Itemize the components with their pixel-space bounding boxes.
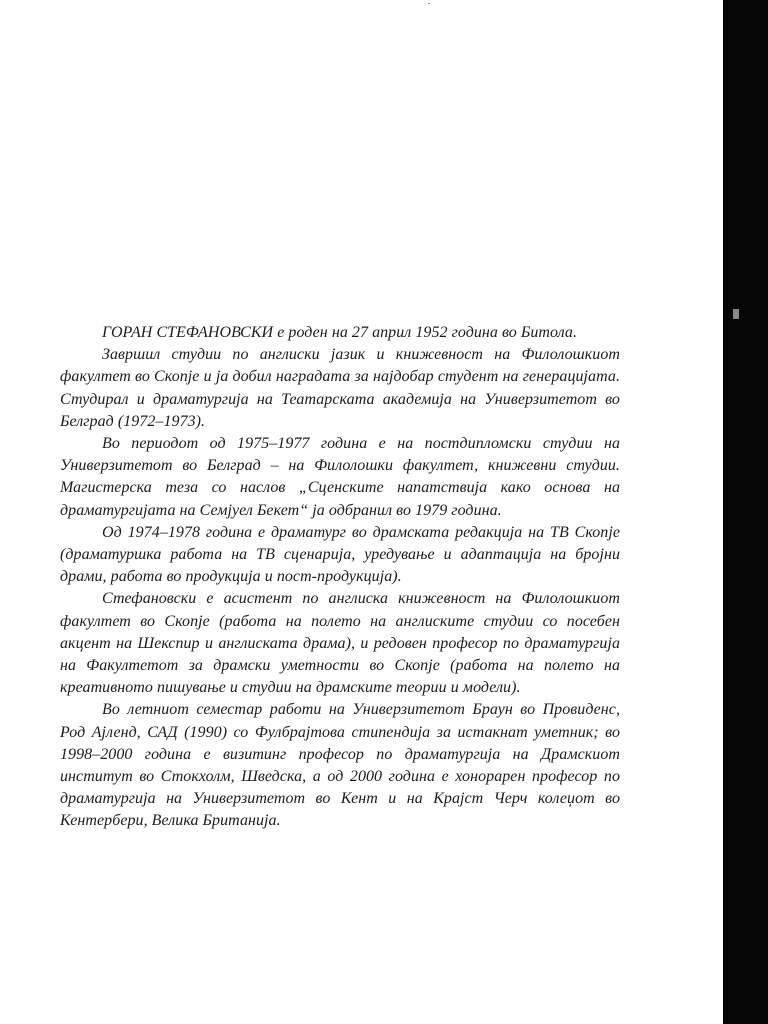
paragraph-tv-dramaturg: Од 1974–1978 година е драматург во драмската редакција на ТВ Скопје (драматуршка работа на ТВ сценарија, уредување и адаптација на бројни драми, работа во продукција и пост-продукција). bbox=[60, 523, 620, 586]
paragraph-teaching: Стефановски е асистент по англиска книжевност на Филолошкиот факултет во Скопје (работа на полето на англиските студии со посебен акцент на Шекспир и англиската драма), и редовен професор по драматургија на Факултетот за драмски уметности во Скопје (работа на полето на креативното пишување и студии на драмските теории и модели). bbox=[60, 590, 620, 697]
scan-edge-mark bbox=[733, 309, 739, 319]
paragraph-postgraduate: Во периодот од 1975–1977 година е на постдипломски студии на Универзитетот во Белград – на Филолошки факултет, книжевни студии. Магистерска теза со наслов „Сценските напатствија како основа на драматургијата на Семјуел Бекет“ ја одбранил во 1979 година. bbox=[60, 435, 620, 519]
scan-speck bbox=[428, 3, 430, 4]
paragraph-birth: ГОРАН СТЕФАНОВСКИ е роден на 27 април 1952 година во Битола. bbox=[102, 324, 578, 341]
scan-edge-bar bbox=[723, 0, 768, 1024]
paragraph-international: Во летниот семестар работи на Универзитетот Браун во Провиденс, Род Ајленд, САД (1990) со Фулбрајтова стипендија за истакнат уметник; во 1998–2000 година е визитинг професор по драматургија на Драмскиот институт во Стокхолм, Шведска, а од 2000 година е хонорарен професор по драматургија на Универзитетот во Кент и на Крајст Черч колеџот во Кентербери, Велика Британија. bbox=[60, 701, 620, 830]
biography-text bbox=[60, 322, 620, 833]
paragraph-education: Завршил студии по англиски јазик и книжевност на Филолошкиот факултет во Скопје и ја добил наградата за најдобар студент на генерацијата. Студирал и драматургија на Театарската академија на Универзитетот во Белград (1972–1973). bbox=[60, 346, 620, 430]
